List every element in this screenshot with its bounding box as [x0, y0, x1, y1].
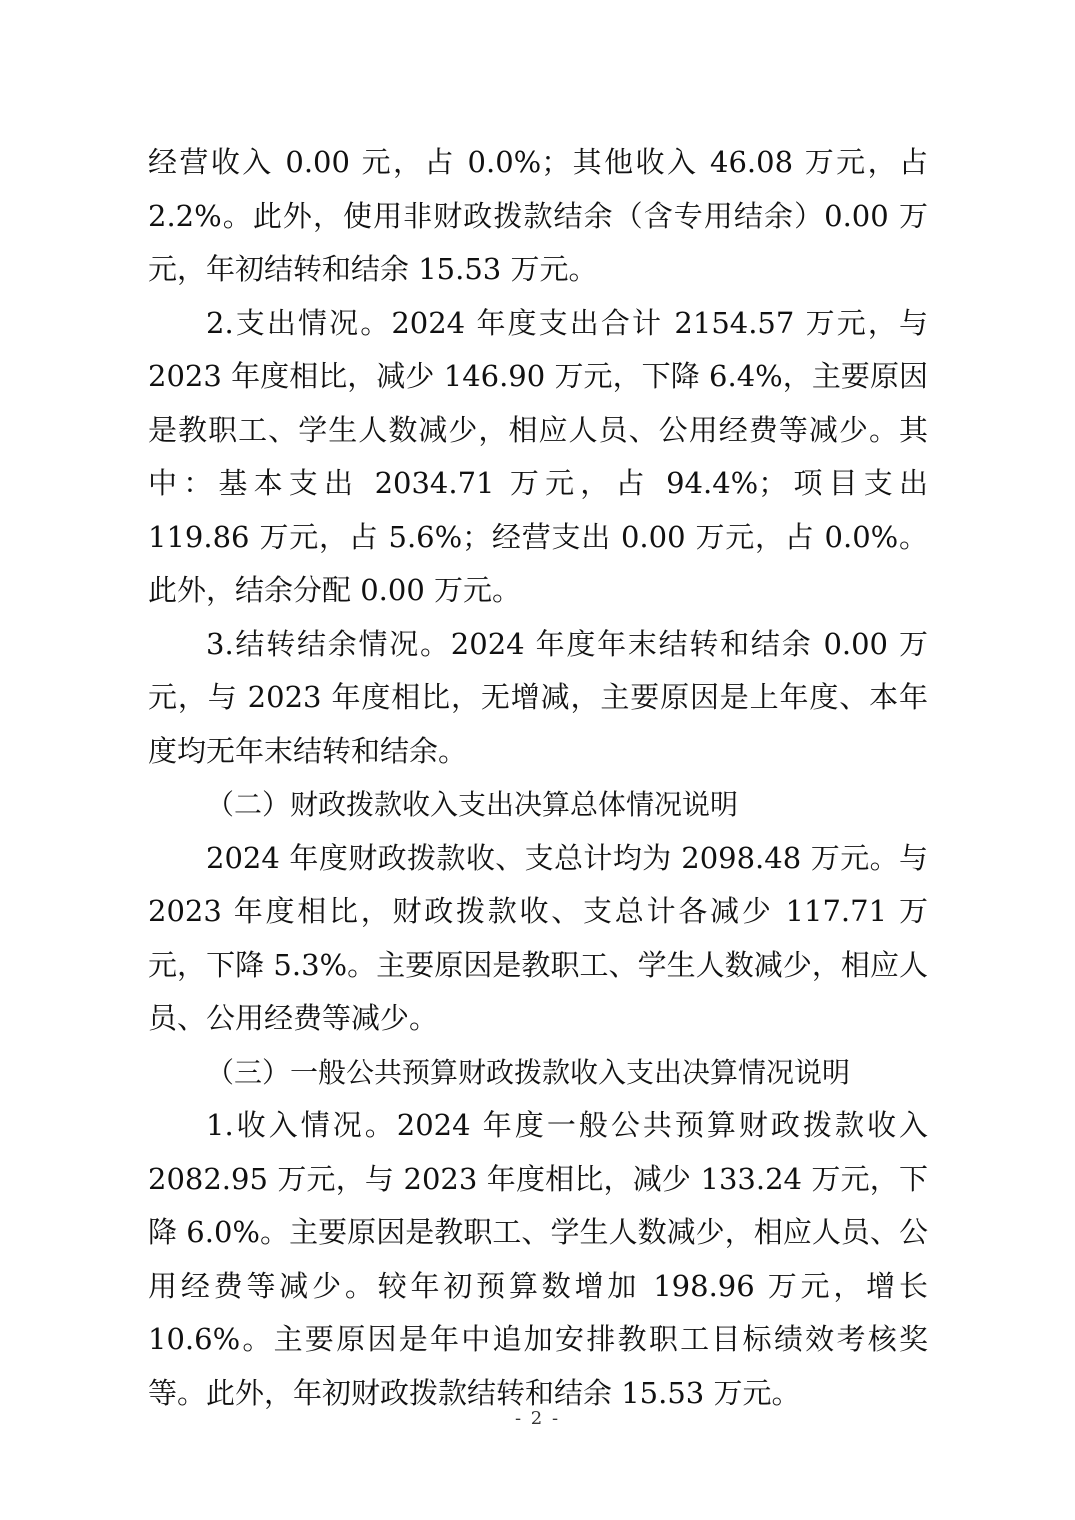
paragraph-fiscal-total: 2024 年度财政拨款收、支总计均为 2098.48 万元。与 2023 年度相比，财政拨款收、支总计各减少 117.71 万元，下降 5.3%。主要原因是教职工、学生人数减少，相应人员、公用经费等减少。 — [148, 840, 928, 1035]
document-body — [148, 136, 928, 1420]
section-heading-3: （三）一般公共预算财政拨款收入支出决算情况说明 — [206, 1055, 851, 1089]
paragraph-expenditure: 2.支出情况。2024 年度支出合计 2154.57 万元，与 2023 年度相比，减少 146.90 万元，下降 6.4%，主要原因是教职工、学生人数减少，相应人员、公用经费等减少。其中：基本支出 2034.71 万元，占 94.4%；项目支出 119.86 万元，占 5.6%；经营支出 0.00 万元，占 0.0%。此外，结余分配 0.00 万元。 — [148, 305, 928, 607]
paragraph-income-continued: 经营收入 0.00 元，占 0.0%；其他收入 46.08 万元，占 2.2%。此外，使用非财政拨款结余（含专用结余）0.00 万元，年初结转和结余 15.53 万元。 — [148, 145, 928, 286]
paragraph-general-budget-income: 1.收入情况。2024 年度一般公共预算财政拨款收入 2082.95 万元，与 2023 年度相比，减少 133.24 万元，下降 6.0%。主要原因是教职工、学生人数减少，相应人员、公用经费等减少。较年初预算数增加 198.96 万元，增长 10.6%。主要原因是年中追加安排教职工目标绩效考核奖等。此外，年初财政拨款结转和结余 15.53 万元。 — [148, 1108, 928, 1410]
paragraph-carryover: 3.结转结余情况。2024 年度年末结转和结余 0.00 万元，与 2023 年度相比，无增减，主要原因是上年度、本年度均无年末结转和结余。 — [148, 626, 928, 768]
section-heading-2: （二）财政拨款收入支出决算总体情况说明 — [206, 788, 739, 821]
page-number: - 2 - — [514, 1408, 561, 1429]
